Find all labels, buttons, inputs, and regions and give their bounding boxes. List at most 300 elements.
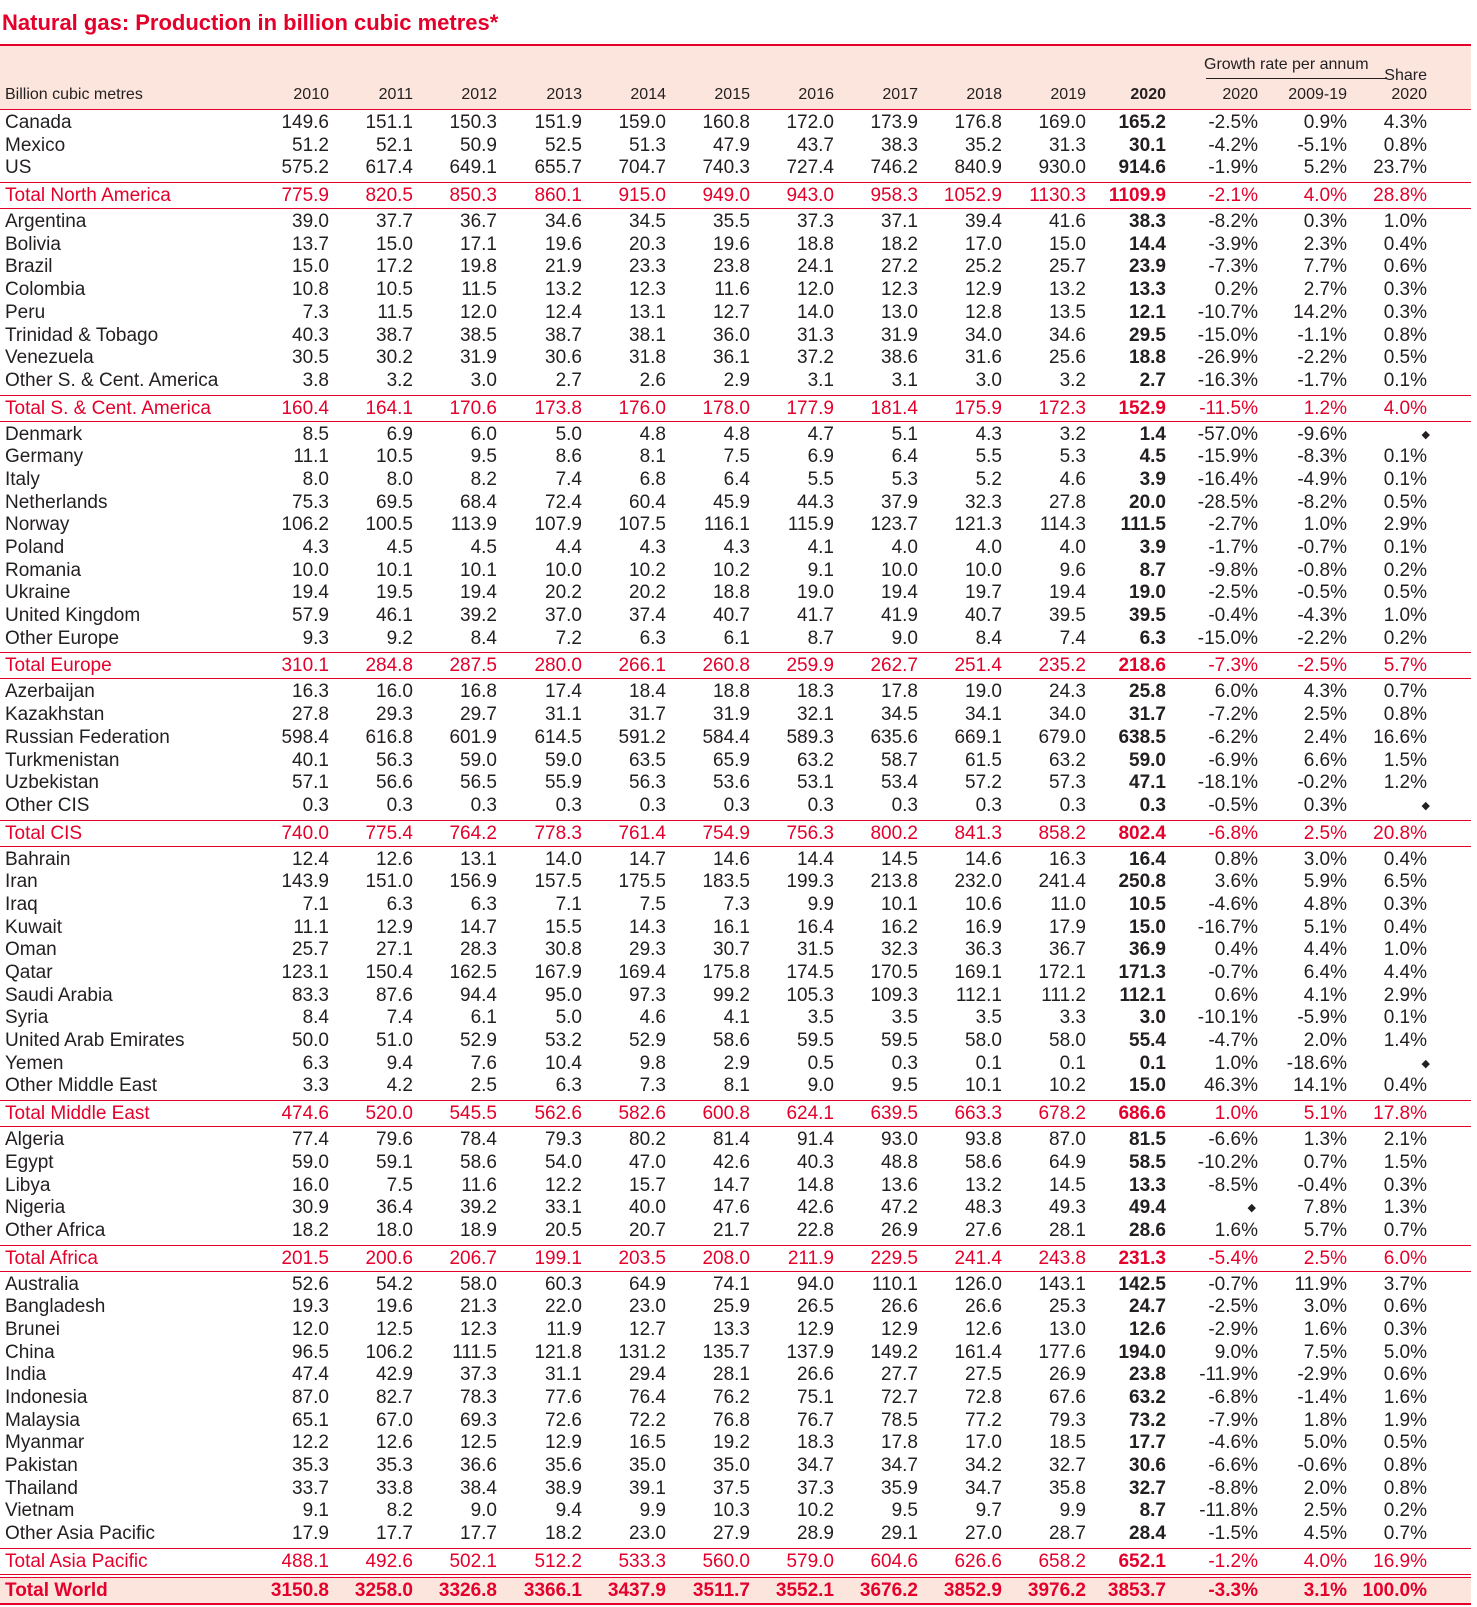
value-2019: 63.2	[1049, 749, 1086, 771]
growth-2020: 1.0%	[1214, 1052, 1258, 1074]
share-2020: 1.0%	[1383, 211, 1427, 233]
value-2017: 38.6	[881, 347, 918, 369]
year-header-2012: 2012	[461, 86, 497, 103]
value-2013: 20.5	[545, 1219, 582, 1241]
value-2010: 16.3	[292, 681, 329, 703]
value-2019: 57.3	[1049, 772, 1086, 794]
value-2019: 11.0	[1050, 893, 1086, 915]
share-2020: 0.6%	[1383, 1296, 1427, 1318]
share-2020: 20.8%	[1373, 822, 1427, 844]
growth-2009-19: -18.6%	[1286, 1052, 1347, 1074]
value-2018: 19.0	[965, 681, 1002, 703]
value-2019: 7.4	[1059, 627, 1086, 649]
value-2017: 5.1	[891, 423, 918, 445]
value-2013: 9.4	[555, 1500, 582, 1522]
value-2015: 208.0	[702, 1247, 750, 1269]
value-2020: 165.2	[1118, 112, 1166, 133]
value-2014: 63.5	[629, 749, 666, 771]
value-2020: 38.3	[1129, 211, 1166, 233]
table-row	[0, 1175, 1471, 1198]
value-2020: 23.8	[1129, 1364, 1166, 1386]
value-2015: 13.3	[713, 1318, 750, 1340]
value-2014: 16.5	[629, 1432, 666, 1454]
value-2013: 10.0	[545, 559, 582, 581]
value-2015: 37.5	[713, 1477, 750, 1499]
value-2012: 14.7	[460, 916, 497, 938]
header-divider	[0, 109, 1471, 110]
row-label: Argentina	[5, 211, 87, 233]
value-2017: 17.8	[881, 681, 918, 703]
value-2012: 3.0	[470, 369, 497, 391]
value-2020: 63.2	[1129, 1387, 1166, 1408]
growth-2009-19: -0.4%	[1297, 1174, 1347, 1196]
value-2020: 16.4	[1129, 848, 1166, 870]
value-2013: 12.4	[545, 301, 582, 323]
value-2015: 35.5	[713, 211, 750, 233]
value-2012: 50.9	[460, 134, 497, 156]
unit-label: Billion cubic metres	[5, 86, 143, 103]
value-2017: 181.4	[870, 397, 918, 419]
value-2020: 194.0	[1118, 1341, 1166, 1363]
row-label: Italy	[5, 468, 40, 490]
value-2010: 11.1	[293, 916, 329, 938]
value-2019: 235.2	[1038, 655, 1086, 677]
value-2014: 15.7	[629, 1174, 666, 1196]
share-2020: 0.5%	[1383, 347, 1427, 369]
value-2019: 13.5	[1049, 301, 1086, 323]
value-2014: 14.7	[629, 848, 666, 870]
row-label: Peru	[5, 301, 46, 323]
value-2016: 37.3	[797, 1477, 834, 1499]
value-2014: 72.2	[629, 1409, 666, 1431]
value-2011: 164.1	[365, 397, 413, 419]
table-row	[0, 424, 1471, 447]
value-2017: 6.4	[891, 446, 918, 468]
value-2018: 58.6	[965, 1151, 1002, 1173]
growth-2020: -2.5%	[1208, 582, 1258, 604]
value-2017: 27.7	[881, 1364, 918, 1386]
value-2015: 36.0	[713, 324, 750, 346]
value-2014: 64.9	[629, 1273, 666, 1295]
value-2012: 6.3	[470, 893, 497, 915]
value-2017: 3676.2	[859, 1579, 918, 1601]
value-2012: 8.2	[470, 468, 497, 490]
value-2011: 12.9	[376, 916, 413, 938]
value-2012: 58.6	[460, 1151, 497, 1173]
row-label: Myanmar	[5, 1432, 85, 1454]
value-2010: 9.1	[302, 1500, 329, 1522]
value-2014: 56.3	[629, 772, 666, 794]
growth-2009-19: 5.1%	[1303, 916, 1347, 938]
value-2016: 137.9	[786, 1341, 834, 1363]
value-2012: 287.5	[449, 655, 497, 677]
row-label: Yemen	[5, 1052, 64, 1074]
value-2016: 579.0	[786, 1550, 834, 1572]
table-row	[0, 234, 1471, 257]
growth-2009-19: 0.9%	[1303, 112, 1347, 133]
value-2010: 0.3	[302, 794, 329, 816]
value-2019: 3976.2	[1027, 1579, 1086, 1601]
value-2011: 10.5	[376, 446, 413, 468]
value-2010: 3.3	[302, 1075, 329, 1097]
data-table-body	[0, 112, 1471, 1605]
value-2020: 0.1	[1139, 1052, 1166, 1074]
share-2020: 0.8%	[1383, 134, 1427, 156]
value-2018: 32.3	[965, 491, 1002, 513]
value-2018: 57.2	[965, 772, 1002, 794]
value-2012: 7.6	[470, 1052, 497, 1074]
value-2012: 56.5	[460, 772, 497, 794]
value-2012: 94.4	[460, 984, 497, 1006]
value-2013: 13.2	[545, 279, 582, 301]
value-2018: 27.0	[965, 1523, 1002, 1545]
value-2010: 3.8	[302, 369, 329, 391]
table-row	[0, 1129, 1471, 1152]
value-2016: 105.3	[786, 984, 834, 1006]
share-negligible-icon: ◆	[1421, 428, 1430, 441]
value-2014: 38.1	[629, 324, 666, 346]
value-2020: 8.7	[1139, 559, 1166, 581]
value-2011: 54.2	[376, 1273, 413, 1295]
value-2011: 87.6	[376, 984, 413, 1006]
table-row	[0, 1523, 1471, 1546]
value-2017: 18.2	[881, 233, 918, 255]
growth-2009-19: 4.1%	[1303, 984, 1347, 1006]
value-2018: 0.1	[975, 1052, 1002, 1074]
value-2010: 310.1	[281, 655, 329, 677]
share-2020: 0.6%	[1383, 256, 1427, 278]
value-2019: 13.2	[1049, 279, 1086, 301]
value-2020: 49.4	[1129, 1197, 1166, 1219]
value-2018: 10.6	[965, 893, 1002, 915]
value-2011: 200.6	[365, 1247, 413, 1269]
share-2020: 0.6%	[1383, 1364, 1427, 1386]
value-2011: 38.7	[376, 324, 413, 346]
value-2018: 34.1	[965, 704, 1002, 726]
table-row	[0, 1455, 1471, 1478]
share-2020: 0.7%	[1383, 681, 1427, 703]
value-2015: 53.6	[713, 772, 750, 794]
value-2010: 740.0	[281, 822, 329, 844]
value-2016: 4.7	[807, 423, 834, 445]
value-2016: 10.2	[797, 1500, 834, 1522]
value-2012: 162.5	[449, 962, 497, 983]
value-2019: 67.6	[1049, 1387, 1086, 1408]
table-row	[0, 325, 1471, 348]
growth-2009-19: 3.1%	[1303, 1579, 1347, 1601]
value-2012: 39.2	[460, 1197, 497, 1219]
value-2020: 231.3	[1118, 1247, 1166, 1269]
value-2018: 27.6	[965, 1219, 1002, 1241]
value-2018: 0.3	[975, 794, 1002, 816]
table-row	[0, 469, 1471, 492]
value-2011: 42.9	[376, 1364, 413, 1386]
value-2013: 157.5	[534, 871, 582, 893]
value-2019: 111.2	[1041, 984, 1086, 1006]
value-2017: 14.5	[881, 848, 918, 870]
value-2014: 6.3	[639, 627, 666, 649]
value-2010: 40.1	[292, 749, 329, 771]
growth-2020: -9.8%	[1208, 559, 1258, 581]
year-header-2014: 2014	[630, 86, 666, 103]
value-2013: 121.8	[534, 1341, 582, 1363]
row-label: Russian Federation	[5, 726, 170, 748]
value-2016: 40.3	[797, 1151, 834, 1173]
value-2019: 15.0	[1049, 233, 1086, 255]
value-2013: 35.6	[545, 1455, 582, 1477]
value-2010: 12.2	[292, 1432, 329, 1454]
value-2013: 2.7	[555, 369, 582, 391]
table-row	[0, 370, 1471, 393]
growth-2020: 1.6%	[1214, 1219, 1258, 1241]
value-2018: 169.1	[954, 962, 1002, 983]
share-2020: 4.4%	[1383, 962, 1427, 983]
value-2017: 19.4	[881, 582, 918, 604]
value-2014: 10.2	[629, 559, 666, 581]
value-2011: 16.0	[376, 681, 413, 703]
value-2012: 36.7	[460, 211, 497, 233]
growth-2009-19: 11.9%	[1294, 1273, 1347, 1295]
growth-2009-19: 2.7%	[1303, 279, 1347, 301]
growth-2020: -1.9%	[1208, 157, 1258, 179]
growth-2020: -7.3%	[1208, 256, 1258, 278]
value-2010: 59.0	[292, 1151, 329, 1173]
growth-2020: -2.1%	[1208, 185, 1258, 207]
growth-2009-19: 0.3%	[1303, 794, 1347, 816]
value-2019: 243.8	[1038, 1247, 1086, 1269]
value-2017: 34.5	[881, 704, 918, 726]
share-2020: 2.9%	[1383, 984, 1427, 1006]
row-label: US	[5, 157, 32, 179]
growth-2009-19: 14.2%	[1293, 301, 1347, 323]
value-2012: 17.1	[460, 233, 497, 255]
value-2018: 31.6	[965, 347, 1002, 369]
value-2012: 601.9	[449, 726, 497, 748]
value-2014: 169.4	[618, 962, 666, 983]
value-2019: 0.3	[1059, 794, 1086, 816]
value-2015: 10.3	[713, 1500, 750, 1522]
growth-2009-19: -5.9%	[1297, 1007, 1347, 1029]
value-2020: 13.3	[1129, 1174, 1166, 1196]
row-label: Algeria	[5, 1129, 65, 1151]
row-label: Mexico	[5, 134, 66, 156]
value-2020: 802.4	[1118, 822, 1166, 844]
growth-2020: -16.4%	[1197, 468, 1258, 490]
growth-2020: -0.5%	[1208, 794, 1258, 816]
value-2010: 57.9	[292, 605, 329, 627]
value-2011: 150.4	[365, 962, 413, 983]
value-2017: 16.2	[881, 916, 918, 938]
value-2012: 16.8	[460, 681, 497, 703]
row-label: Iraq	[5, 893, 38, 915]
share-2020: 0.4%	[1383, 1075, 1427, 1097]
share-2020: 0.1%	[1383, 446, 1427, 468]
value-2010: 39.0	[292, 211, 329, 233]
value-2013: 7.4	[555, 468, 582, 490]
value-2015: 4.8	[723, 423, 750, 445]
value-2015: 28.1	[713, 1364, 750, 1386]
region-total-row	[0, 652, 1471, 679]
growth-2020: -2.9%	[1208, 1318, 1258, 1340]
value-2018: 27.5	[965, 1364, 1002, 1386]
row-label: Malaysia	[5, 1409, 80, 1431]
value-2016: 18.3	[797, 1432, 834, 1454]
value-2015: 12.7	[713, 301, 750, 323]
value-2015: 14.7	[713, 1174, 750, 1196]
table-row	[0, 135, 1471, 158]
value-2018: 3.0	[975, 369, 1002, 391]
value-2020: 4.5	[1139, 446, 1166, 468]
value-2015: 19.2	[713, 1432, 750, 1454]
value-2020: 31.7	[1129, 704, 1166, 726]
growth-2009-19: -8.3%	[1297, 446, 1347, 468]
table-row	[0, 582, 1471, 605]
table-row	[0, 894, 1471, 917]
value-2017: 72.7	[881, 1387, 918, 1408]
value-2019: 9.9	[1059, 1500, 1086, 1522]
value-2010: 25.7	[292, 939, 329, 961]
value-2016: 18.8	[797, 233, 834, 255]
share-2020: 0.2%	[1383, 627, 1427, 649]
value-2019: 39.5	[1049, 605, 1086, 627]
row-label: Trinidad & Tobago	[5, 324, 159, 346]
table-row	[0, 1342, 1471, 1365]
growth-2009-19: 2.4%	[1303, 726, 1347, 748]
value-2013: 30.8	[545, 939, 582, 961]
value-2014: 2.6	[639, 369, 666, 391]
value-2014: 31.7	[629, 704, 666, 726]
value-2013: 0.3	[555, 794, 582, 816]
value-2016: 259.9	[786, 655, 834, 677]
value-2020: 142.5	[1118, 1273, 1166, 1295]
growth-2020: -18.1%	[1197, 772, 1258, 794]
value-2013: 11.9	[546, 1318, 582, 1340]
growth-2020: -11.8%	[1199, 1500, 1258, 1522]
value-2016: 31.3	[797, 324, 834, 346]
value-2016: 172.0	[786, 112, 834, 133]
value-2016: 943.0	[786, 185, 834, 207]
value-2010: 52.6	[292, 1273, 329, 1295]
value-2012: 4.5	[470, 537, 497, 558]
value-2018: 77.2	[965, 1409, 1002, 1431]
value-2014: 37.4	[629, 605, 666, 627]
value-2020: 3.9	[1139, 537, 1166, 558]
value-2010: 488.1	[281, 1550, 329, 1572]
value-2018: 112.1	[955, 984, 1002, 1006]
value-2011: 69.5	[376, 491, 413, 513]
growth-2020: 0.4%	[1214, 939, 1258, 961]
table-row	[0, 1053, 1471, 1076]
value-2016: 28.9	[797, 1523, 834, 1545]
share-2020: 0.3%	[1383, 301, 1427, 323]
region-total-row	[0, 1100, 1471, 1127]
table-row	[0, 256, 1471, 279]
value-2010: 8.4	[302, 1007, 329, 1029]
value-2014: 6.8	[639, 468, 666, 490]
value-2011: 19.5	[376, 582, 413, 604]
value-2017: 5.3	[891, 468, 918, 490]
value-2012: 9.5	[470, 446, 497, 468]
table-row	[0, 1364, 1471, 1387]
value-2012: 3326.8	[438, 1579, 497, 1601]
value-2018: 3852.9	[943, 1579, 1002, 1601]
value-2014: 8.1	[639, 446, 666, 468]
growth-2009-19: -1.7%	[1297, 369, 1347, 391]
row-label: Bangladesh	[5, 1296, 106, 1318]
value-2020: 25.8	[1129, 681, 1166, 703]
value-2016: 18.3	[797, 681, 834, 703]
table-row	[0, 112, 1471, 135]
value-2013: 31.1	[545, 1364, 582, 1386]
growth-2020: -2.5%	[1208, 112, 1258, 133]
value-2016: 6.9	[807, 446, 834, 468]
value-2020: 55.4	[1129, 1030, 1166, 1052]
value-2010: 123.1	[281, 962, 329, 983]
value-2017: 59.5	[881, 1030, 918, 1052]
value-2013: 14.0	[545, 848, 582, 870]
value-2011: 6.3	[386, 893, 413, 915]
share-2020: 0.3%	[1383, 1174, 1427, 1196]
value-2019: 14.5	[1049, 1174, 1086, 1196]
value-2013: 8.6	[555, 446, 582, 468]
value-2018: 34.2	[965, 1455, 1002, 1477]
growth-2009-19: 2.5%	[1303, 704, 1347, 726]
growth-2020: -16.3%	[1197, 369, 1258, 391]
value-2011: 8.0	[386, 468, 413, 490]
value-2012: 12.5	[460, 1432, 497, 1454]
value-2012: 68.4	[460, 491, 497, 513]
growth-2020: -0.7%	[1208, 1273, 1258, 1295]
value-2013: 173.8	[534, 397, 582, 419]
value-2010: 87.0	[292, 1387, 329, 1408]
value-2010: 12.4	[292, 848, 329, 870]
row-label: Egypt	[5, 1151, 54, 1173]
growth-2020: -1.2%	[1208, 1550, 1258, 1572]
growth-2020: -10.7%	[1197, 301, 1258, 323]
value-2019: 19.4	[1049, 582, 1086, 604]
value-2016: 12.9	[797, 1318, 834, 1340]
year-header-2010: 2010	[293, 86, 329, 103]
value-2011: 11.5	[377, 301, 413, 323]
value-2018: 35.2	[965, 134, 1002, 156]
value-2010: 96.5	[292, 1341, 329, 1363]
value-2012: 39.2	[460, 605, 497, 627]
growth-2009-19: 1.8%	[1303, 1409, 1347, 1431]
row-label: Germany	[5, 446, 84, 468]
value-2013: 512.2	[534, 1550, 582, 1572]
value-2019: 24.3	[1049, 681, 1086, 703]
value-2012: 78.4	[460, 1129, 497, 1151]
share-2020: 0.8%	[1383, 704, 1427, 726]
growth-2020: -15.9%	[1197, 446, 1258, 468]
value-2019: 49.3	[1049, 1197, 1086, 1219]
value-2020: 81.5	[1129, 1129, 1166, 1151]
value-2011: 820.5	[365, 185, 413, 207]
value-2014: 23.0	[629, 1296, 666, 1318]
value-2019: 679.0	[1038, 726, 1086, 748]
table-row	[0, 1075, 1471, 1098]
value-2014: 4.6	[639, 1007, 666, 1029]
value-2019: 3.3	[1059, 1007, 1086, 1029]
value-2013: 280.0	[534, 655, 582, 677]
value-2015: 31.9	[713, 704, 750, 726]
value-2018: 840.9	[954, 157, 1002, 179]
value-2012: 170.6	[449, 397, 497, 419]
table-row	[0, 1478, 1471, 1501]
value-2019: 241.4	[1038, 871, 1086, 893]
value-2013: 34.6	[545, 211, 582, 233]
value-2011: 17.2	[376, 256, 413, 278]
